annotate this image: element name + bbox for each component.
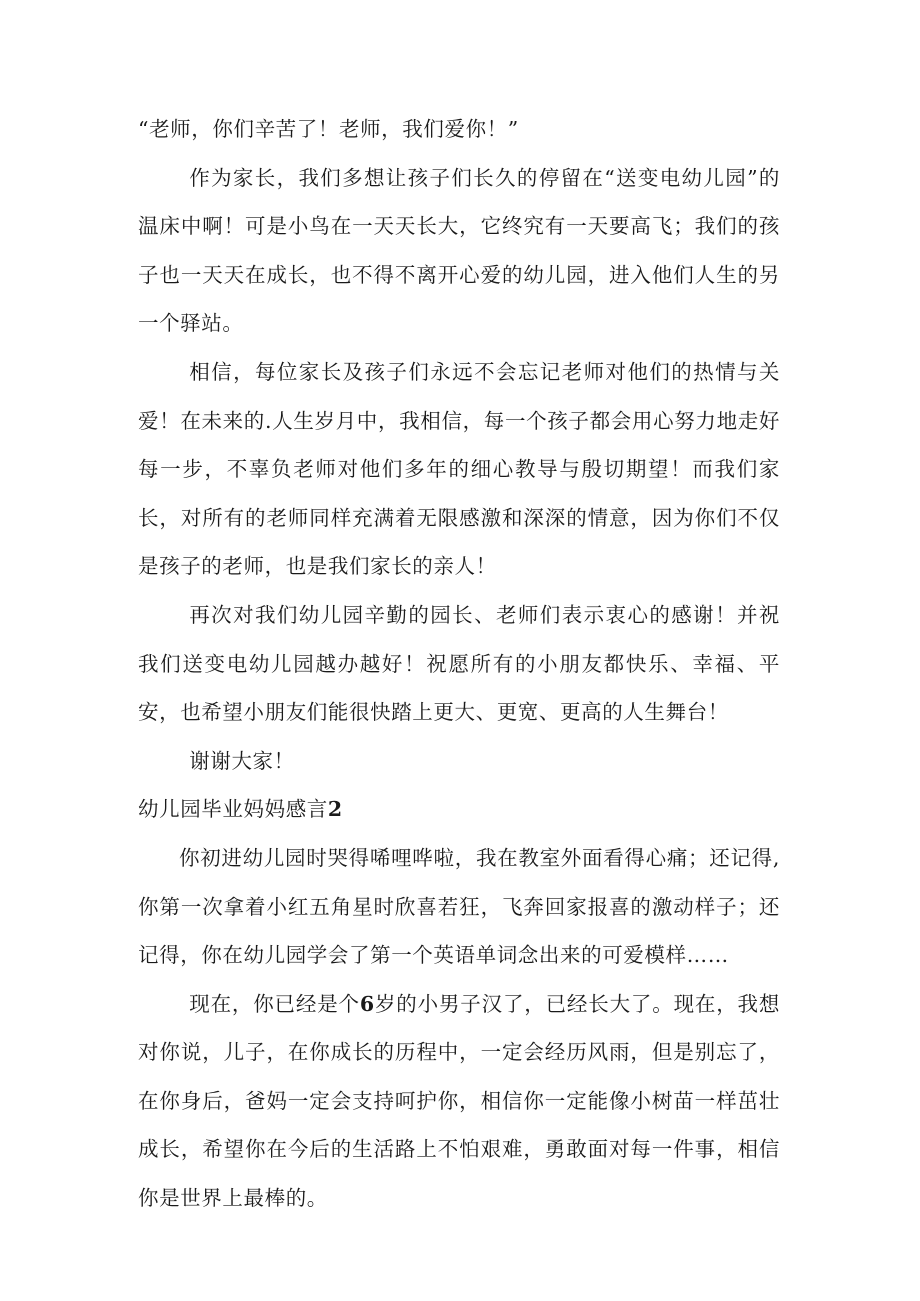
paragraph-thanks-wishes: 再次对我们幼儿园辛勤的园长、老师们表示衷心的感谢！并祝我们送变电幼儿园越办越好！祝愿所有的小朋友都快乐、幸福、平安，也希望小朋友们能很快踏上更大、更宽、更高的人生舞台！ <box>138 602 780 725</box>
message-text-before: 现在，你已经是个 <box>189 991 360 1016</box>
paragraph-parents-wish: 作为家长，我们多想让孩子们长久的停留在“送变电幼儿园”的温床中啊！可是小鸟在一天天长大，它终究有一天要高飞；我们的孩子也一天天在成长，也不得不离开心爱的幼儿园，进入他们人生的另一个驿站。 <box>138 165 780 336</box>
section-heading-text: 幼儿园毕业妈妈感言 <box>138 797 328 822</box>
paragraph-message-to-son <box>138 980 780 1223</box>
section-heading-number: 2 <box>327 797 343 822</box>
paragraph-thank-you: 谢谢大家！ <box>189 748 295 773</box>
age-number: 6 <box>359 991 375 1016</box>
paragraph-gratitude: 相信，每位家长及孩子们永远不会忘记老师对他们的热情与关爱！在未来的.人生岁月中，我相信，每一个孩子都会用心努力地走好每一步，不辜负老师对他们多年的细心教导与殷切期望！而我们家长，对所有的老师同样充满着无限感激和深深的情意，因为你们不仅是孩子的老师，也是我们家长的亲人！ <box>138 359 780 579</box>
document-body <box>138 105 780 1223</box>
quote-line: “老师，你们辛苦了！老师，我们爱你！” <box>138 117 519 141</box>
message-text-after: 岁的小男子汉了，已经长大了。现在，我想对你说，儿子，在你成长的历程中，一定会经历风雨，但是别忘了，在你身后，爸妈一定会支持呵护你，相信你一定能像小树苗一样茁壮成长，希望你在今后的生活路上不怕艰难，勇敢面对每一件事，相信你是世界上最棒的。 <box>138 991 780 1211</box>
paragraph-memories: 你初进幼儿园时哭得唏哩哗啦，我在教室外面看得心痛；还记得,你第一次拿着小红五角星时欣喜若狂，飞奔回家报喜的激动样子；还记得，你在幼儿园学会了第一个英语单词念出来的可爱模样…… <box>138 845 780 968</box>
section-heading <box>138 785 780 834</box>
